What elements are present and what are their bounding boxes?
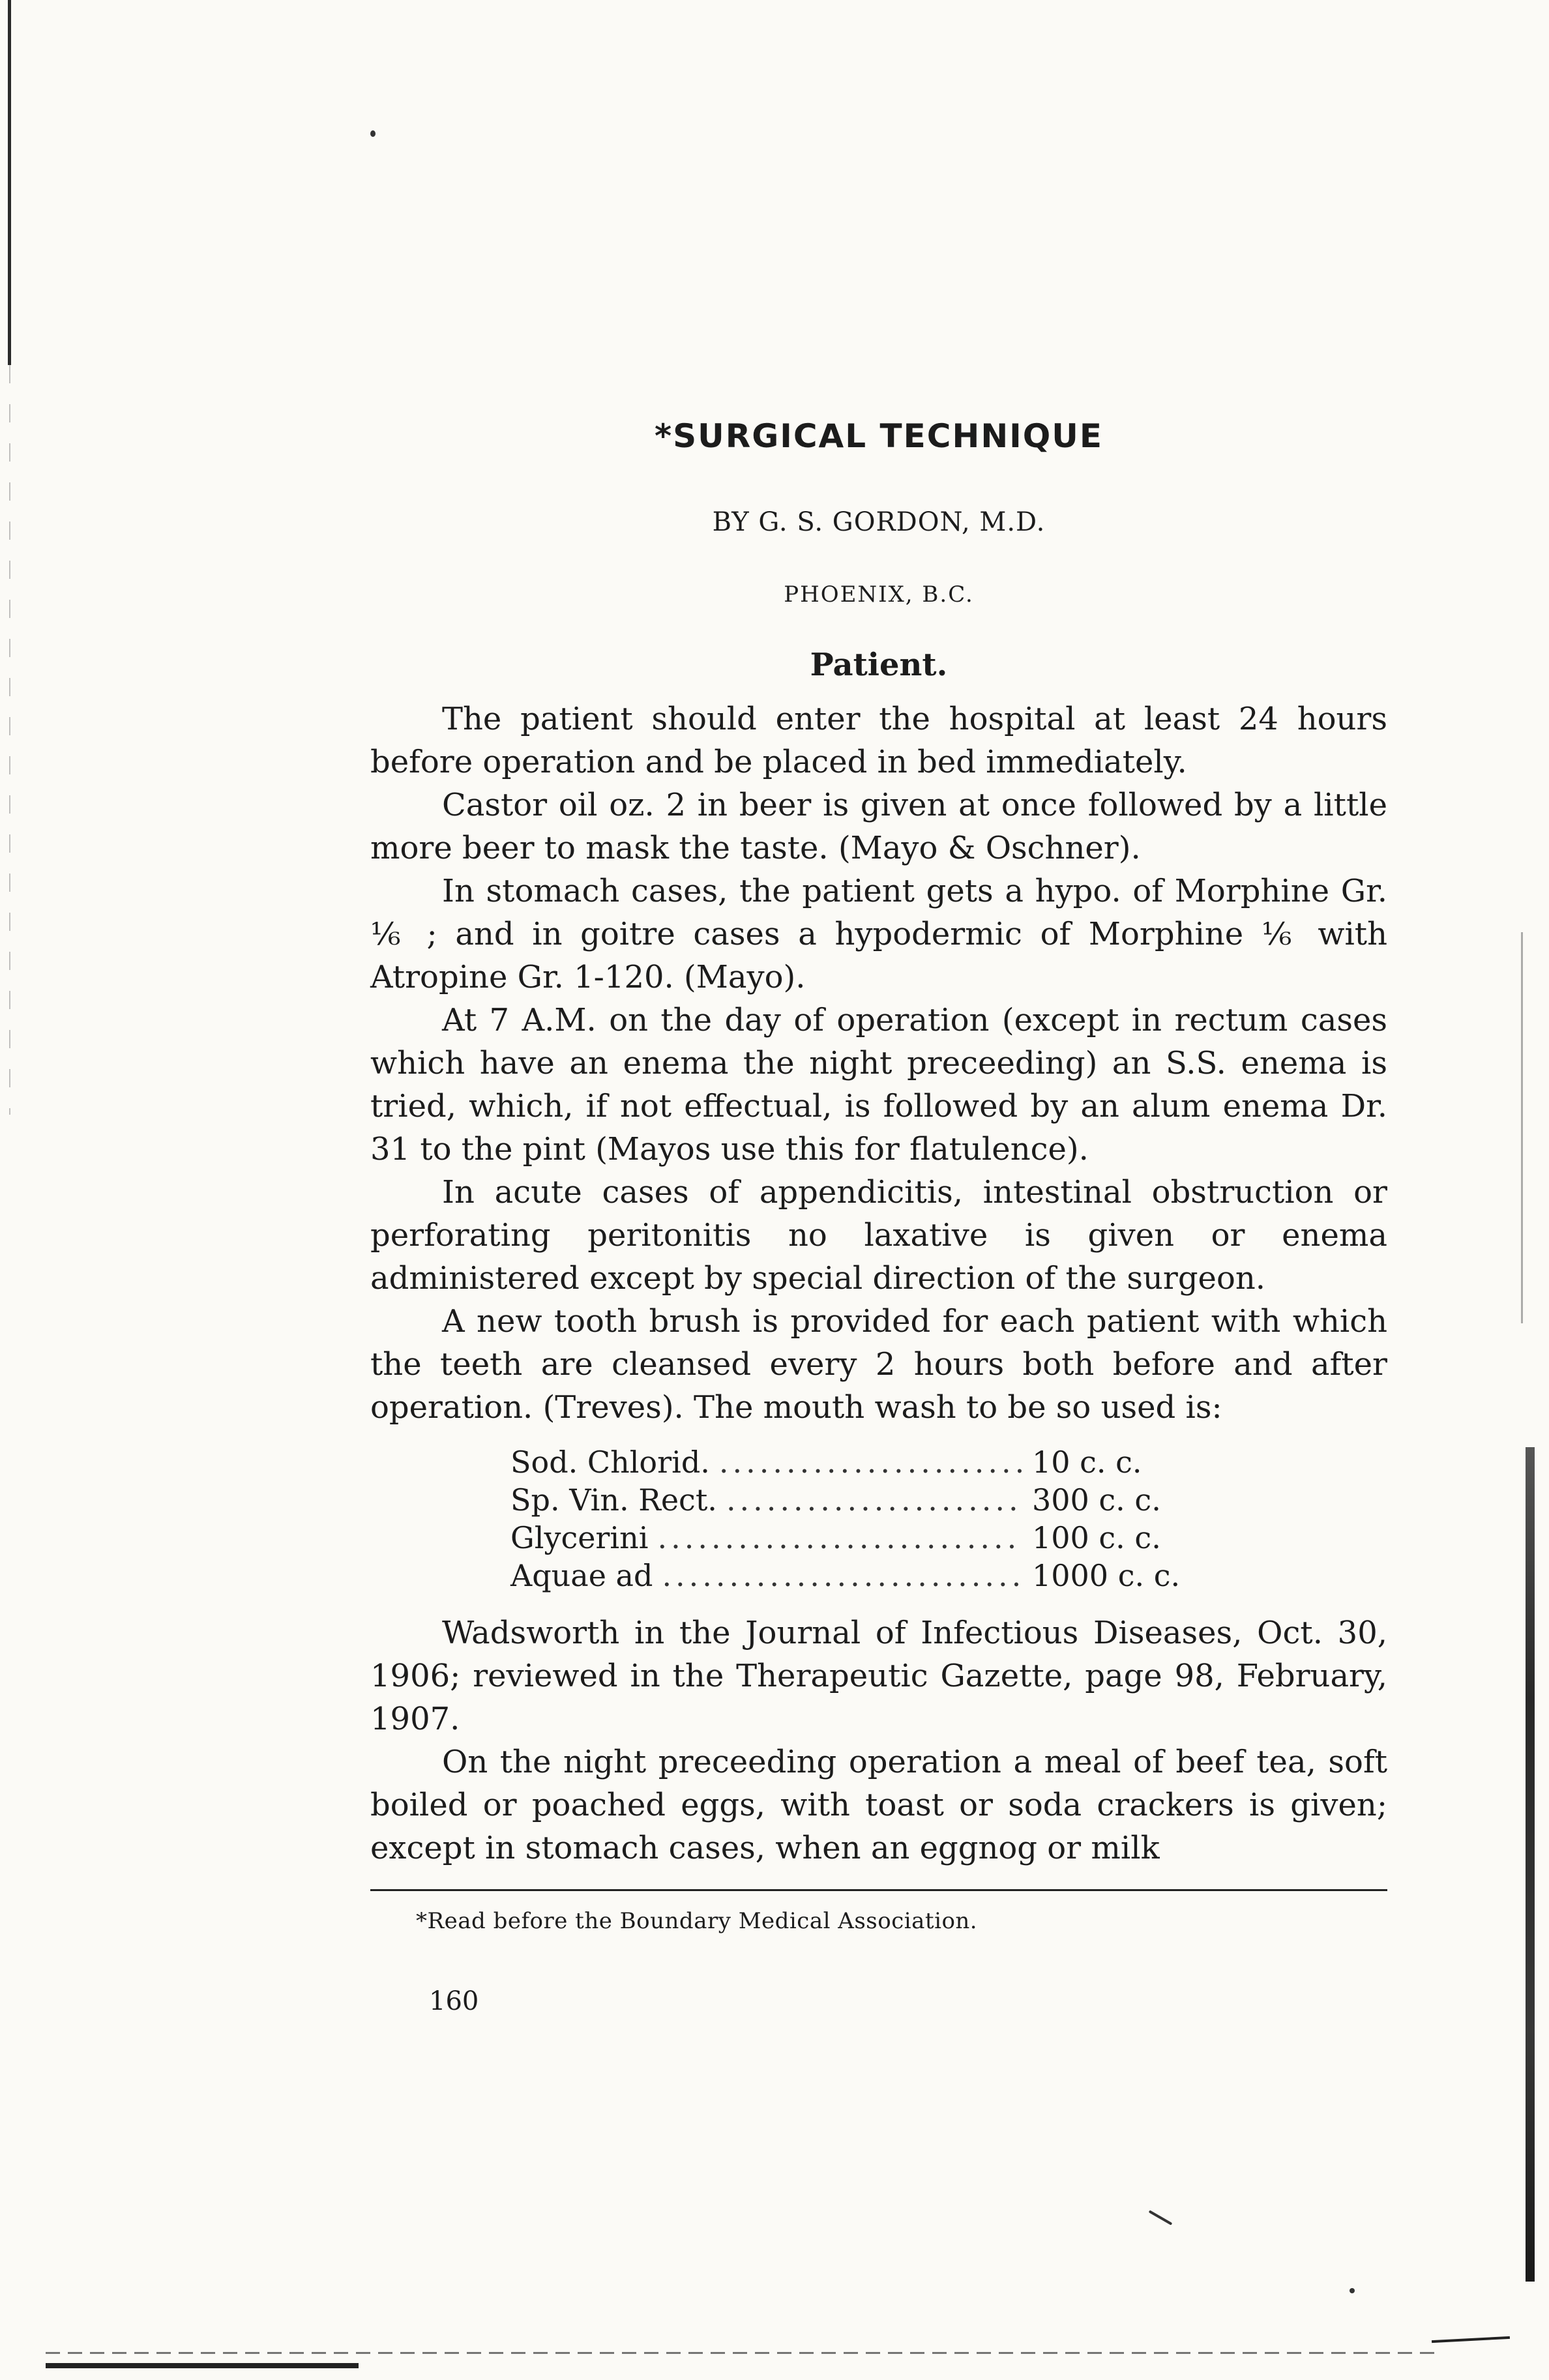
recipe-leader-dots [726,1481,1023,1519]
recipe-ingredient: Aquae ad [510,1558,653,1593]
recipe-ingredient: Sod. Chlorid. [510,1445,710,1480]
document-page [370,417,1387,2016]
recipe-row [510,1557,1202,1594]
scan-edge-right [1526,1447,1535,2282]
document-byline: BY G. S. GORDON, M.D. [712,507,1046,537]
recipe-amount: 10 c. c. [1032,1445,1142,1480]
recipe-leader-dots [719,1443,1023,1481]
mouth-wash-recipe [510,1443,1202,1594]
document-body [370,698,1387,1870]
footnote-rule [370,1889,1387,1891]
recipe-row [510,1443,1202,1481]
paragraph: The patient should enter the hospital at least 24 hours before operation and be placed in bed immediately. [370,701,1387,780]
scan-bottom-bar [46,2363,359,2368]
document-place: PHOENIX, B.C. [784,581,974,608]
recipe-amount: 1000 c. c. [1032,1558,1181,1593]
paragraph: At 7 A.M. on the day of operation (except in rectum cases which have an enema the night preceeding) an S.S. enema is tried, which, if not effectual, is followed by an alum enema Dr. 31 to the pint (Mayos use this for flatulence). [370,1002,1387,1168]
paragraph: In stomach cases, the patient gets a hypo. of Morphine Gr. ⅙ ; and in goitre cases a hypodermic of Morphine ⅙ with Atropine Gr. 1-120. (Mayo). [370,873,1387,995]
paragraph: On the night preceeding operation a meal of beef tea, soft boiled or poached eggs, with toast or soda crackers is given; except in stomach cases, when an eggnog or milk [370,1744,1387,1866]
recipe-amount: 300 c. c. [1032,1482,1161,1518]
paragraph: A new tooth brush is provided for each patient with which the teeth are cleansed every 2 hours both before and after operation. (Treves). The mouth wash to be so used is: [370,1303,1387,1426]
paragraph: Castor oil oz. 2 in beer is given at once followed by a little more beer to mask the taste. (Mayo & Oschner). [370,787,1387,866]
scan-speck [1149,2210,1173,2225]
recipe-leader-dots [662,1557,1023,1594]
page-number: 160 [429,1986,479,2016]
recipe-row [510,1481,1202,1519]
recipe-row [510,1519,1202,1557]
scan-bottom-dash [46,2352,1441,2354]
scan-edge-right-thin [1521,932,1523,1323]
scan-speck [370,130,376,137]
scan-edge-left [8,0,11,365]
paragraph: In acute cases of appendicitis, intestinal obstruction or perforating peritonitis no laxative is given or enema administered except by special direction of the surgeon. [370,1174,1387,1297]
scan-speck [1350,2288,1355,2293]
paragraph: Wadsworth in the Journal of Infectious Diseases, Oct. 30, 1906; reviewed in the Therapeutic Gazette, page 98, February, 1907. [370,1615,1387,1737]
scan-bottom-right-stroke [1432,2336,1510,2343]
recipe-ingredient: Sp. Vin. Rect. [510,1482,717,1518]
recipe-ingredient: Glycerini [510,1520,649,1555]
footnote: *Read before the Boundary Medical Association. [416,1908,978,1934]
document-title: *SURGICAL TECHNIQUE [654,417,1104,455]
recipe-leader-dots [657,1519,1023,1557]
section-heading: Patient. [810,647,948,683]
scan-edge-left-faint [9,365,10,1115]
recipe-amount: 100 c. c. [1032,1520,1161,1555]
